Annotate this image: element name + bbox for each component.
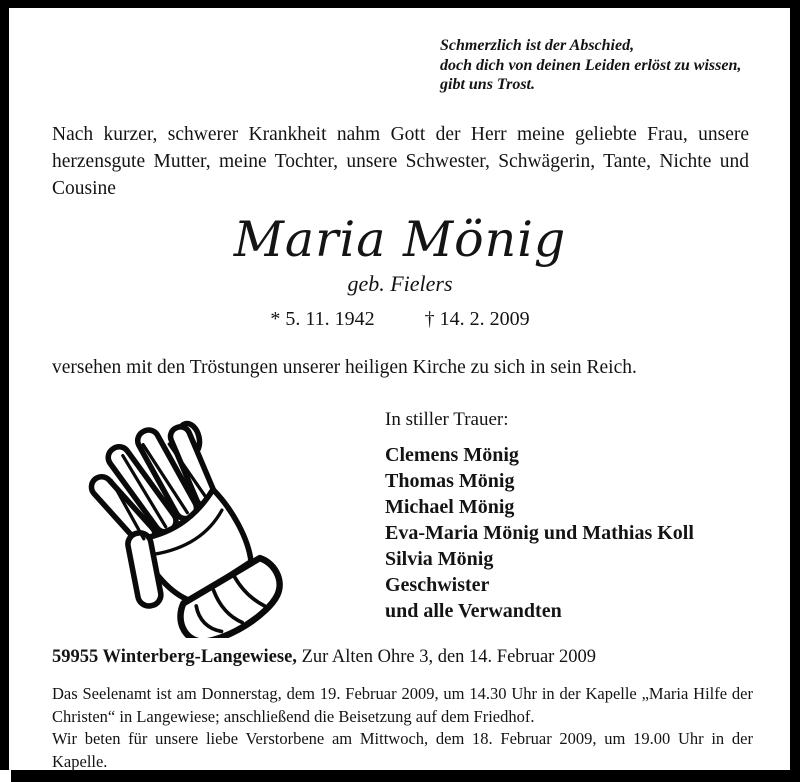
mourning-section (385, 409, 765, 624)
service-line: Wir beten für unsere liebe Verstorbene am Mittwoch, dem 18. Februar 2009, um 19.00 Uhr in der Kapelle. (52, 729, 753, 771)
service-details (52, 683, 753, 773)
frame-border-right (790, 0, 800, 782)
mourner-name: Silvia Mönig (385, 548, 494, 570)
address-date-line (52, 647, 762, 668)
epigraph-verse (440, 36, 770, 95)
deceased-name: Maria Mönig (233, 211, 567, 268)
frame-border-left (0, 0, 9, 770)
address-street-date: Zur Alten Ohre 3, den 14. Februar 2009 (301, 647, 596, 667)
address-city: 59955 Winterberg-Langewiese, (52, 647, 297, 667)
frame-border-top (0, 0, 800, 8)
mourner-name: und alle Verwandten (385, 600, 562, 622)
mourner-name: Geschwister (385, 574, 490, 596)
praying-hands-icon (88, 398, 322, 638)
mourning-heading: In stiller Trauer: (385, 409, 509, 430)
epigraph-line: doch dich von deinen Leiden erlöst zu wissen, (440, 56, 742, 74)
mourner-name: Thomas Mönig (385, 470, 515, 492)
mourner-name: Clemens Mönig (385, 444, 519, 466)
maiden-name: geb. Fielers (347, 271, 453, 296)
committal-line: versehen mit den Tröstungen unserer heiligen Kirche zu sich in sein Reich. (52, 357, 637, 378)
service-line: Das Seelenamt ist am Donnerstag, dem 19. Februar 2009, um 14.30 Uhr in der Kapelle „Maria Hilfe der Christen“ in Langewiese; anschließend die Beisetzung auf dem Friedhof. (52, 684, 753, 726)
life-dates (0, 308, 800, 331)
epigraph-line: gibt uns Trost. (440, 76, 535, 93)
birth-date: * 5. 11. 1942 (270, 308, 375, 330)
death-date: † 14. 2. 2009 (424, 308, 530, 330)
epigraph-line: Schmerzlich ist der Abschied, (440, 37, 635, 54)
intro-paragraph: Nach kurzer, schwerer Krankheit nahm Gott der Herr meine geliebte Frau, unsere herzensgute Mutter, meine Tochter, unsere Schwester, Schwägerin, Tante, Nichte und Cousine (52, 124, 749, 199)
mourner-name: Michael Mönig (385, 496, 515, 518)
mourner-name: Eva-Maria Mönig und Mathias Koll (385, 522, 694, 544)
